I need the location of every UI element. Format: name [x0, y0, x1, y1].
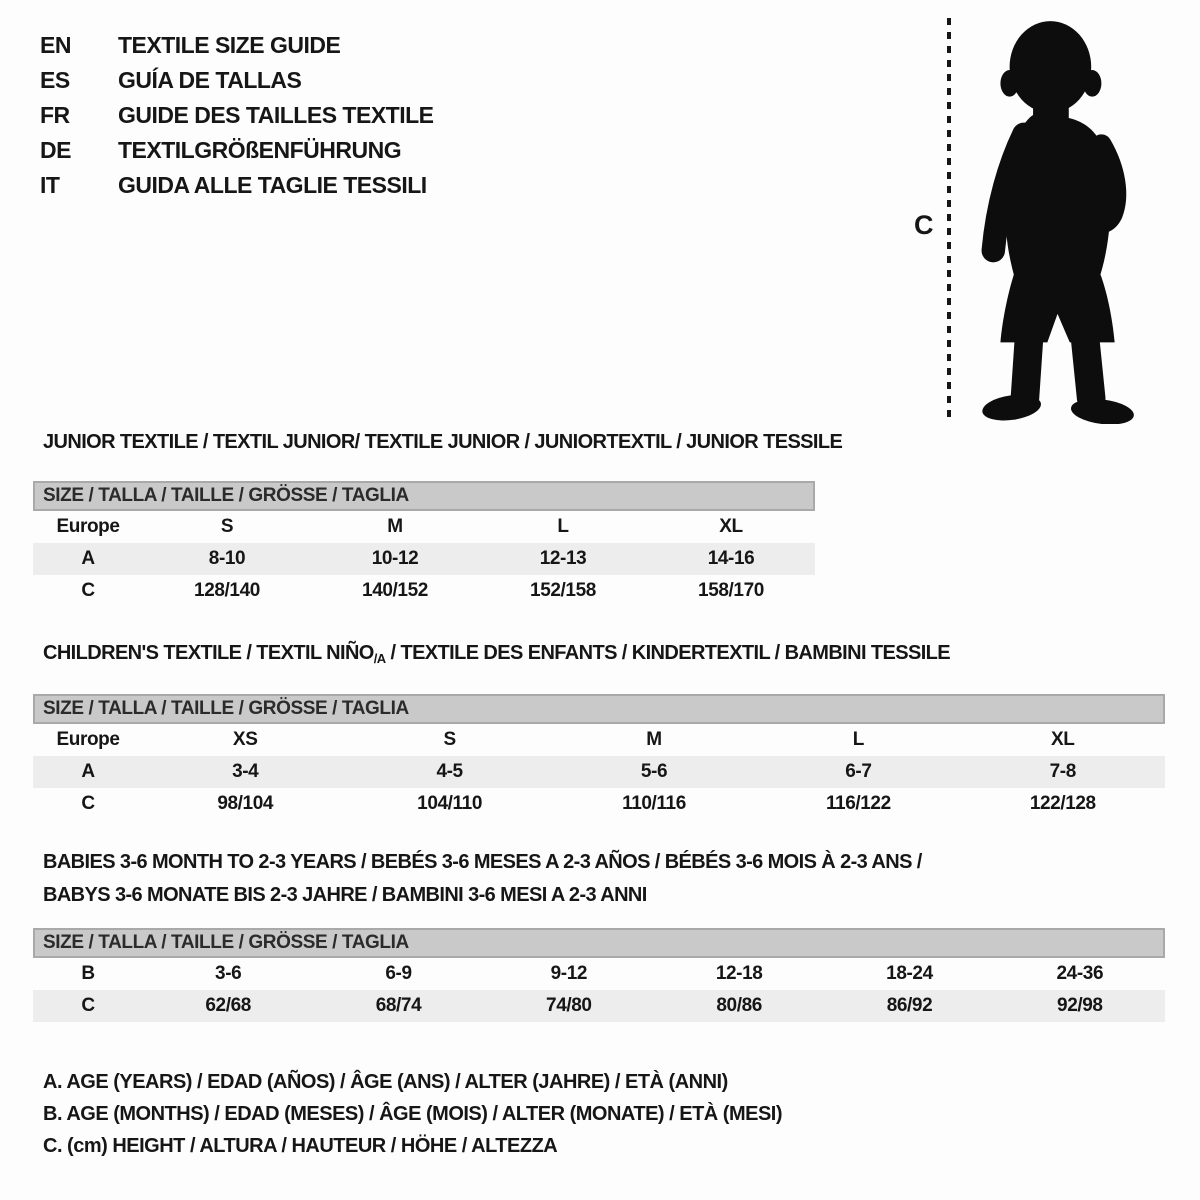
- age-cell: 3-6: [215, 963, 242, 984]
- height-cell: 128/140: [194, 580, 260, 601]
- height-cell: 86/92: [824, 990, 994, 1022]
- row-label: Europe: [56, 516, 120, 537]
- table-row: [33, 543, 815, 575]
- height-measure-figure: [908, 12, 1158, 427]
- table-row: [33, 788, 1165, 820]
- table-row: [33, 756, 1165, 788]
- section-children: [33, 641, 1165, 820]
- height-cell: 98/104: [217, 793, 274, 814]
- babies-title-line2: BABYS 3-6 MONATE BIS 2-3 JAHRE / BAMBINI 3-6 MESI A 2-3 ANNI: [43, 884, 647, 906]
- age-cell: 9-12: [550, 963, 588, 984]
- junior-size-header-bar: SIZE / TALLA / TAILLE / GRÖSSE / TAGLIA: [33, 481, 815, 511]
- language-code: FR: [40, 102, 70, 128]
- table-row: [33, 511, 815, 543]
- language-code: IT: [40, 172, 60, 198]
- guide-title-en: TEXTILE SIZE GUIDE: [118, 32, 341, 58]
- age-cell: 4-5: [347, 756, 551, 788]
- size-cell: XL: [719, 516, 743, 537]
- age-cell: 24-36: [1056, 963, 1104, 984]
- guide-title-es: GUÍA DE TALLAS: [118, 67, 302, 93]
- age-cell: 12-13: [479, 543, 647, 575]
- language-row-en: [40, 28, 434, 63]
- height-cell: 92/98: [995, 990, 1165, 1022]
- age-cell: 18-24: [886, 963, 933, 984]
- language-code: DE: [40, 137, 71, 163]
- row-label: A: [33, 543, 143, 575]
- height-dashed-line: [947, 18, 951, 418]
- language-row-it: [40, 168, 434, 203]
- measurement-legend: [43, 1066, 782, 1162]
- age-cell: 6-7: [756, 756, 960, 788]
- language-title-list: [40, 28, 434, 203]
- section-babies: [33, 846, 1165, 1022]
- legend-line-a: A. AGE (YEARS) / EDAD (AÑOS) / ÂGE (ANS) / ALTER (JAHRE) / ETÀ (ANNI): [43, 1071, 728, 1093]
- babies-title-line1: BABIES 3-6 MONTH TO 2-3 YEARS / BEBÉS 3-6 MESES A 2-3 AÑOS / BÉBÉS 3-6 MOIS À 2-3 ANS /: [43, 851, 922, 873]
- guide-title-it: GUIDA ALLE TAGLIE TESSILI: [118, 172, 427, 198]
- size-cell: L: [852, 729, 864, 750]
- legend-line-b: B. AGE (MONTHS) / EDAD (MESES) / ÂGE (MOIS) / ALTER (MONATE) / ETÀ (MESI): [43, 1103, 783, 1125]
- age-cell: 7-8: [961, 756, 1165, 788]
- height-cell: 152/158: [530, 580, 596, 601]
- language-code: ES: [40, 67, 70, 93]
- age-cell: 8-10: [143, 543, 311, 575]
- row-label: C: [81, 580, 95, 601]
- age-cell: 6-9: [385, 963, 412, 984]
- size-cell: S: [220, 516, 234, 537]
- section-junior: [33, 430, 843, 607]
- height-cell: 158/170: [698, 580, 764, 601]
- children-title-text: / TEXTILE DES ENFANTS / KINDERTEXTIL / BAMBINI TESSILE: [385, 642, 951, 664]
- children-title-sub: /A: [373, 651, 386, 666]
- language-code: EN: [40, 32, 71, 58]
- children-size-table: [33, 724, 1165, 820]
- size-cell: M: [387, 516, 403, 537]
- age-cell: 5-6: [552, 756, 756, 788]
- table-row: [33, 724, 1165, 756]
- height-cell: 68/74: [313, 990, 483, 1022]
- height-cell: 122/128: [1029, 793, 1096, 814]
- size-cell: XL: [1051, 729, 1075, 750]
- table-row: [33, 958, 1165, 990]
- row-label: Europe: [56, 729, 120, 750]
- height-cell: 104/110: [417, 793, 482, 814]
- babies-size-table: [33, 958, 1165, 1022]
- babies-section-title: [43, 846, 1165, 912]
- children-size-header-bar: SIZE / TALLA / TAILLE / GRÖSSE / TAGLIA: [33, 694, 1165, 724]
- age-cell: 14-16: [647, 543, 815, 575]
- junior-size-table: [33, 511, 815, 607]
- size-cell: S: [443, 729, 456, 750]
- row-label: C: [33, 990, 143, 1022]
- size-cell: M: [646, 729, 662, 750]
- children-title-text: CHILDREN'S TEXTILE / TEXTIL NIÑO: [43, 642, 374, 664]
- legend-line-c: C. (cm) HEIGHT / ALTURA / HAUTEUR / HÖHE / ALTEZZA: [43, 1135, 558, 1157]
- height-cell: 80/86: [654, 990, 824, 1022]
- age-cell: 3-4: [143, 756, 347, 788]
- age-cell: 12-18: [715, 963, 763, 984]
- babies-size-header-bar: SIZE / TALLA / TAILLE / GRÖSSE / TAGLIA: [33, 928, 1165, 958]
- age-cell: 10-12: [311, 543, 479, 575]
- toddler-silhouette-icon: [968, 16, 1143, 424]
- row-label: C: [81, 793, 95, 814]
- height-measure-label: C: [914, 210, 933, 240]
- row-label: A: [33, 756, 143, 788]
- language-row-de: [40, 133, 434, 168]
- height-cell: 110/116: [622, 793, 686, 814]
- height-cell: 62/68: [143, 990, 313, 1022]
- table-row: [33, 990, 1165, 1022]
- guide-title-de: TEXTILGRÖßENFÜHRUNG: [118, 137, 402, 163]
- guide-title-fr: GUIDE DES TAILLES TEXTILE: [118, 102, 434, 128]
- size-cell: XS: [232, 729, 258, 750]
- language-row-fr: [40, 98, 434, 133]
- language-row-es: [40, 63, 434, 98]
- size-cell: L: [557, 516, 569, 537]
- row-label: B: [81, 963, 95, 984]
- height-cell: 116/122: [825, 793, 891, 814]
- children-section-title: [43, 641, 1165, 671]
- height-cell: 74/80: [484, 990, 654, 1022]
- table-row: [33, 575, 815, 607]
- junior-section-title: JUNIOR TEXTILE / TEXTIL JUNIOR/ TEXTILE JUNIOR / JUNIORTEXTIL / JUNIOR TESSILE: [43, 431, 843, 453]
- height-cell: 140/152: [362, 580, 428, 601]
